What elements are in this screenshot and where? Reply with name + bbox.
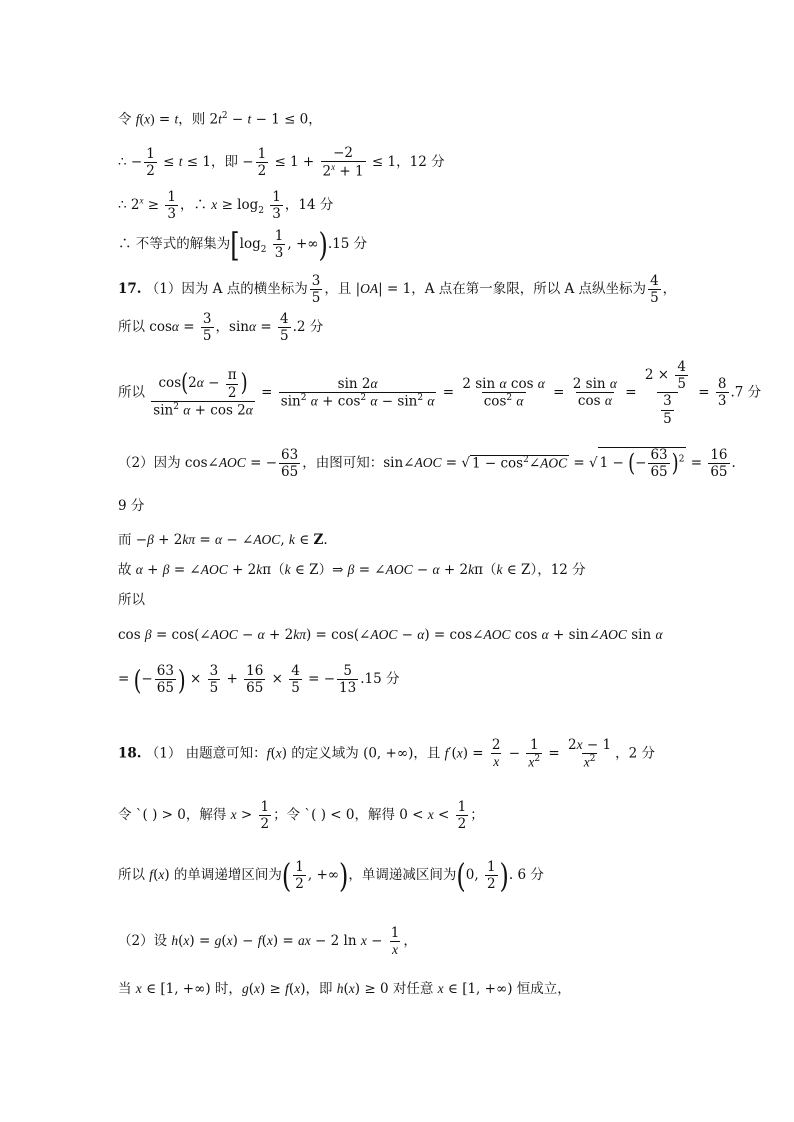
line-13: cos β = cos(∠AOC − α + 2kπ) = cos(∠AOC − α) = cos∠AOC cos α + sin∠AOC sin α [118,627,663,643]
line-2: ∴ − $\frac{1}{2}$ ≤ t ≤ 1，即 − $\frac{1}{2}$ ≤ 1 + $\frac{-2}{2^x + 1}$ ≤ 1，12 分 [118,145,445,180]
line-16: 令 `( ) > 0，解得 x > $\frac{1}{2}$ ；令 `( ) < 0，解得 0 < x < $\frac{1}{2}$ ； [118,799,484,833]
line-11: 故 α + β = ∠AOC + 2kπ（k ∈ Z）⇒ β = ∠AOC − α + 2kπ（k ∈ Z），12 分 [118,562,586,578]
line-18: （2）设 h(x) = g(x) − f(x) = ax − 2 ln x − $\frac{1}{x}$ ， [118,925,417,958]
line-15: 18. （1） 由题意可知：f(x) 的定义域为 (0, +∞)，且 f′(x) = $\frac{2}{x}$ − $\frac{1}{x^2}$ = $\frac{2x - 1}{x^2}$ ，2 分 [118,737,656,770]
line-6: 所以 cosα = $\frac{3}{5}$ ，sinα = $\frac{4}{5}$ .2 分 [118,311,324,345]
line-10: 而 −β + 2kπ = α − ∠AOC, k ∈ Z. [118,532,328,548]
line-4: ∴ 不等式的解集为[$\log_2$ $\frac{1}{3}$ , +∞).15 分 [118,225,368,264]
line-17: 所以 f(x) 的单调递增区间为( $\frac{1}{2}$ , +∞)，单调递减区间为(0, $\frac{1}{2}$ ). 6 分 [118,856,544,895]
line-9: 9 分 [118,498,145,514]
line-7: 所以 cos(2α − $\frac{\pi}{2}$ ) $\sin^2 \alpha + \cos 2\alpha$ = $\frac{\sin 2\alpha}{\sin^2 \alpha + \cos^2 \alpha - \sin^2 \alpha}$ = $\frac{\text{2 sin α cos α}}{\cos^2 \alpha}$ = $\frac{\text{2 sin α}}{\text{cos α}}$ = 2 × $\frac{4}{5}$ $\frac{3}{5}$ = $\frac{8}{3}$ .7 分 [118,359,762,427]
line-12: 所以 [118,592,145,608]
line-5: 17. （1）因为 A 点的横坐标为 $\frac{3}{5}$ ，且 |OA| = 1，A 点在第一象限，所以 A 点纵坐标为 $\frac{4}{5}$ ， [118,273,677,307]
line-3: ∴ $2^x$ ≥ $\frac{1}{3}$ ，∴ $x \ge \log_2$ $\frac{1}{3}$ ，14 分 [118,189,334,223]
line-14: = (− $\frac{63}{65}$ ) × $\frac{3}{5}$ + $\frac{16}{65}$ × $\frac{4}{5}$ = − $\frac{5}{13}$ .15 分 [118,663,400,697]
line-1: 令 f(x) = t，则 $2t^2 - t - 1 \le 0$， [118,111,322,128]
line-8: （2）因为 cos∠AOC = − $\frac{63}{65}$ ，由图可知：sin∠AOC = √ $1 - \cos^2\angle AOC$ = √ 1 − (− $\frac{63}{65}$ )$^2$ = $\frac{16}{65}$ . [118,447,736,481]
line-19: 当 x ∈ [1, +∞) 时，g(x) ≥ f(x)，即 h(x) ≥ 0 对任意 x ∈ [1, +∞) 恒成立， [118,981,571,997]
